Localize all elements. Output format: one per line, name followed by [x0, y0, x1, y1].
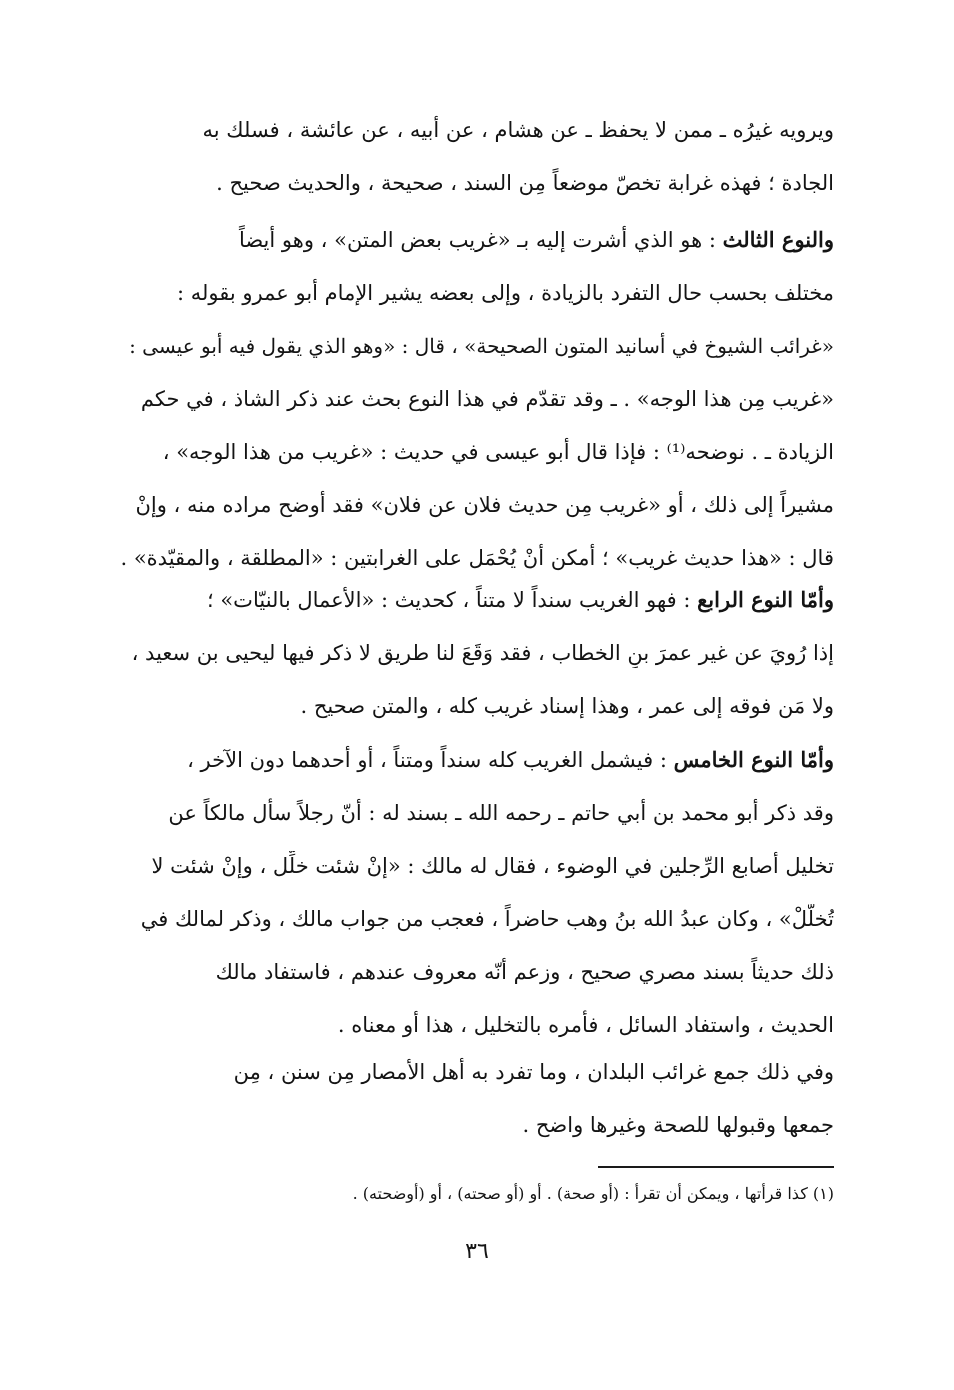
line-text: : فهو الغريب سنداً لا متناً ، كحديث : «الأعمال بالنيّات» ؛ — [206, 588, 698, 612]
paragraph-line: ولا مَن فوقه إلى عمر ، وهذا إسناد غريب كله ، والمتن صحيح . — [300, 694, 834, 718]
paragraph-line: وفي ذلك جمع غرائب البلدان ، وما تفرد به أهل الأمصار مِن سنن ، مِن — [233, 1060, 834, 1084]
paragraph-line: قال : «هذا حديث غريب» ؛ أمكن أنْ يُحْمَل على الغرابتين : «المطلقة ، والمقيّدة» . — [120, 546, 834, 570]
paragraph-line: ويرويه غيرُه ـ ممن لا يحفظ ـ عن هشام ، عن أبيه ، عن عائشة ، فسلك به — [202, 118, 834, 142]
line-text: : فيشمل الغريب كله سنداً ومتناً ، أو أحدهما دون الآخر ، — [187, 748, 674, 772]
line-text: : هو الذي أشرت إليه بـ «غريب بعض المتن» ، وهو أيضاً — [238, 228, 723, 252]
paragraph-line: «غرائب الشيوخ في أسانيد المتون الصحيحة» ، قال : «وهو الذي يقول فيه أبو عيسى : — [129, 334, 834, 358]
paragraph-line: «غريب مِن هذا الوجه» . ـ وقد تقدّم في هذا النوع بحث عند ذكر الشاذ ، في حكم — [140, 387, 834, 411]
paragraph-line: وقد ذكر أبو محمد بن أبي حاتم ـ رحمه الله ـ بسند له : أنّ رجلاً سأل مالكاً عن — [168, 801, 834, 825]
paragraph-line: ذلك حديثاً بسند مصري صحيح ، وزعم أنّه معروف عندهم ، فاستفاد مالك — [215, 960, 834, 984]
paragraph-line: إذا رُويَ عن غير عمرَ بنِ الخطاب ، فقد وَقَعَ لنا طريق لا ذكر فيها ليحيى بن سعيد ، — [131, 641, 834, 665]
section-heading: وأمّا النوع الخامس — [673, 747, 834, 772]
paragraph-line — [118, 745, 834, 775]
paragraph-line — [118, 225, 834, 255]
paragraph-line: تُخلّلْ» ، وكان عبدُ الله بنُ وهب حاضراً ، فعجب من جواب مالك ، وذكر لمالك في — [140, 907, 834, 931]
paragraph-line: مشيراً إلى ذلك ، أو «غريب مِن حديث فلان عن فلان» فقد أوضح مراده منه ، وإنْ — [135, 493, 834, 517]
paragraph-line: الزيادة ـ . نوضحه⁽¹⁾ : فإذا قال أبو عيسى في حديث : «غريب من هذا الوجه» ، — [162, 440, 834, 464]
paragraph-line: الحديث ، واستفاد السائل ، فأمره بالتخليل ، هذا أو معناه . — [337, 1013, 834, 1037]
footnote-divider — [598, 1166, 834, 1168]
section-heading: وأمّا النوع الرابع — [697, 587, 834, 612]
paragraph-line: تخليل أصابع الرِّجلين في الوضوء ، فقال له مالك : «إنْ شئت خلِّل ، وإنْ شئت لا — [151, 854, 834, 878]
paragraph-line — [118, 585, 834, 615]
page-number: ٣٦ — [465, 1239, 489, 1264]
footnote: (١) كذا قرأتها ، ويمكن أن تقرأ : (أو صحة) . أو (أو صحته) ، أو (أوضحته) . — [352, 1184, 834, 1203]
paragraph-line: الجادة ؛ فهذه غرابة تخصّ موضعاً مِن السند ، صحيحة ، والحديث صحيح . — [216, 171, 834, 195]
paragraph-line: مختلف بحسب حال التفرد بالزيادة ، وإلى بعضه يشير الإمام أبو عمرو بقوله : — [177, 281, 834, 305]
paragraph-line: جمعها وقبولها للصحة وغيرها واضح . — [522, 1113, 834, 1137]
section-heading: والنوع الثالث — [722, 227, 834, 252]
